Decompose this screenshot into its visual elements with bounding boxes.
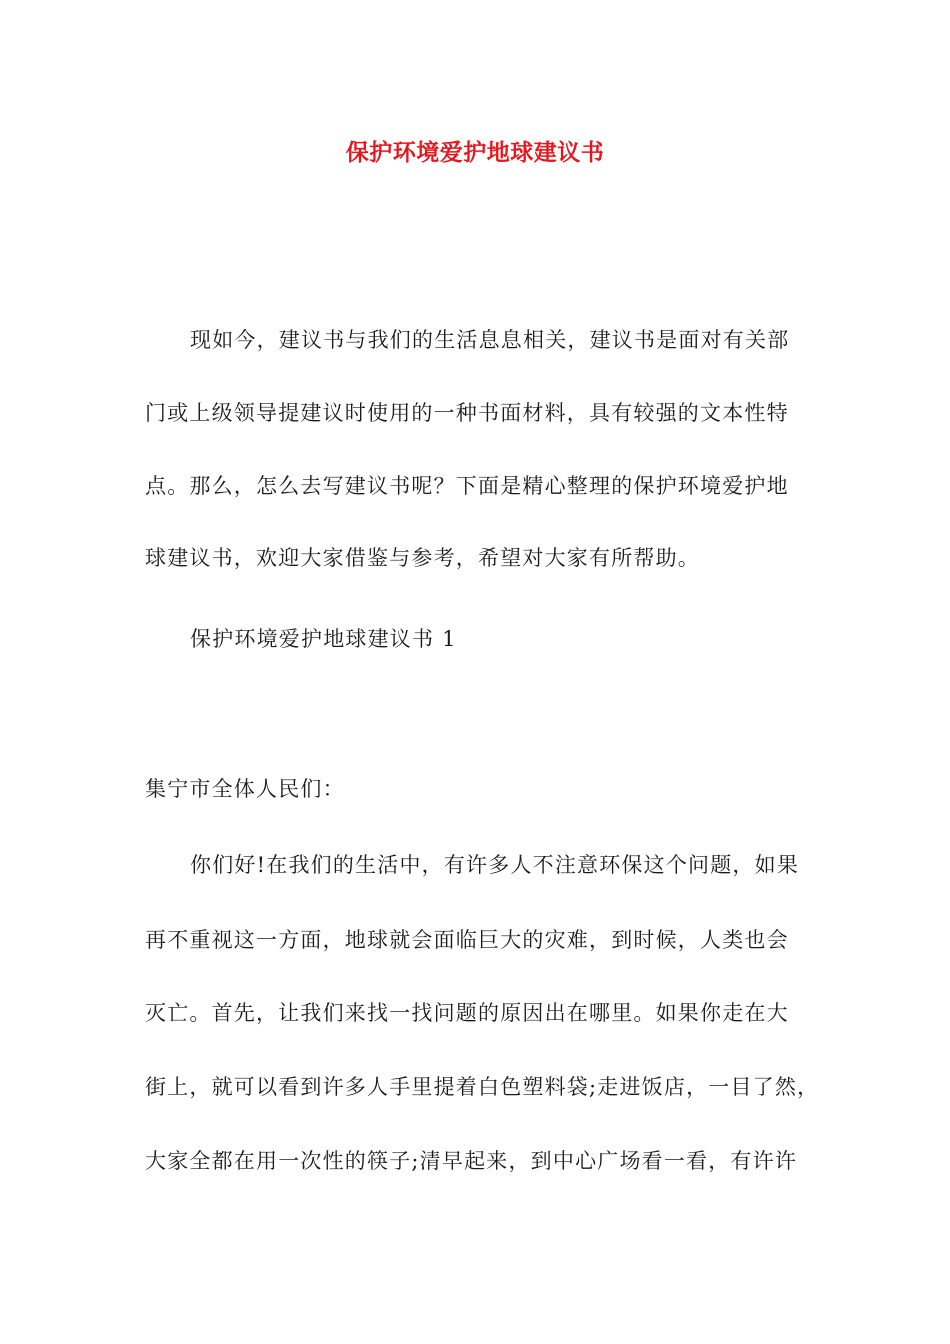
paragraph-line: 现如今，建议书与我们的生活息息相关，建议书是面对有关部 xyxy=(190,328,790,352)
paragraph-line: 灭亡。首先，让我们来找一找问题的原因出在哪里。如果你走在大 xyxy=(145,1001,789,1025)
paragraph-line: 你们好!在我们的生活中，有许多人不注意环保这个问题，如果 xyxy=(190,853,800,877)
paragraph-line: 街上，就可以看到许多人手里提着白色塑料袋;走进饭店，一目了然， xyxy=(145,1075,820,1099)
document-title: 保护环境爱护地球建议书 xyxy=(345,140,605,166)
paragraph-line: 再不重视这一方面，地球就会面临巨大的灾难，到时候，人类也会 xyxy=(145,928,789,952)
paragraph-line: 大家全都在用一次性的筷子;清早起来，到中心广场看一看，有许许 xyxy=(145,1149,798,1173)
paragraph-line: 门或上级领导提建议时使用的一种书面材料，具有较强的文本性特 xyxy=(145,401,789,425)
paragraph-line: 球建议书，欢迎大家借鉴与参考，希望对大家有所帮助。 xyxy=(145,546,700,570)
section-heading: 保护环境爱护地球建议书 1 xyxy=(190,627,457,651)
paragraph-line: 点。那么，怎么去写建议书呢？下面是精心整理的保护环境爱护地 xyxy=(145,474,789,498)
salutation: 集宁市全体人民们： xyxy=(145,777,345,801)
